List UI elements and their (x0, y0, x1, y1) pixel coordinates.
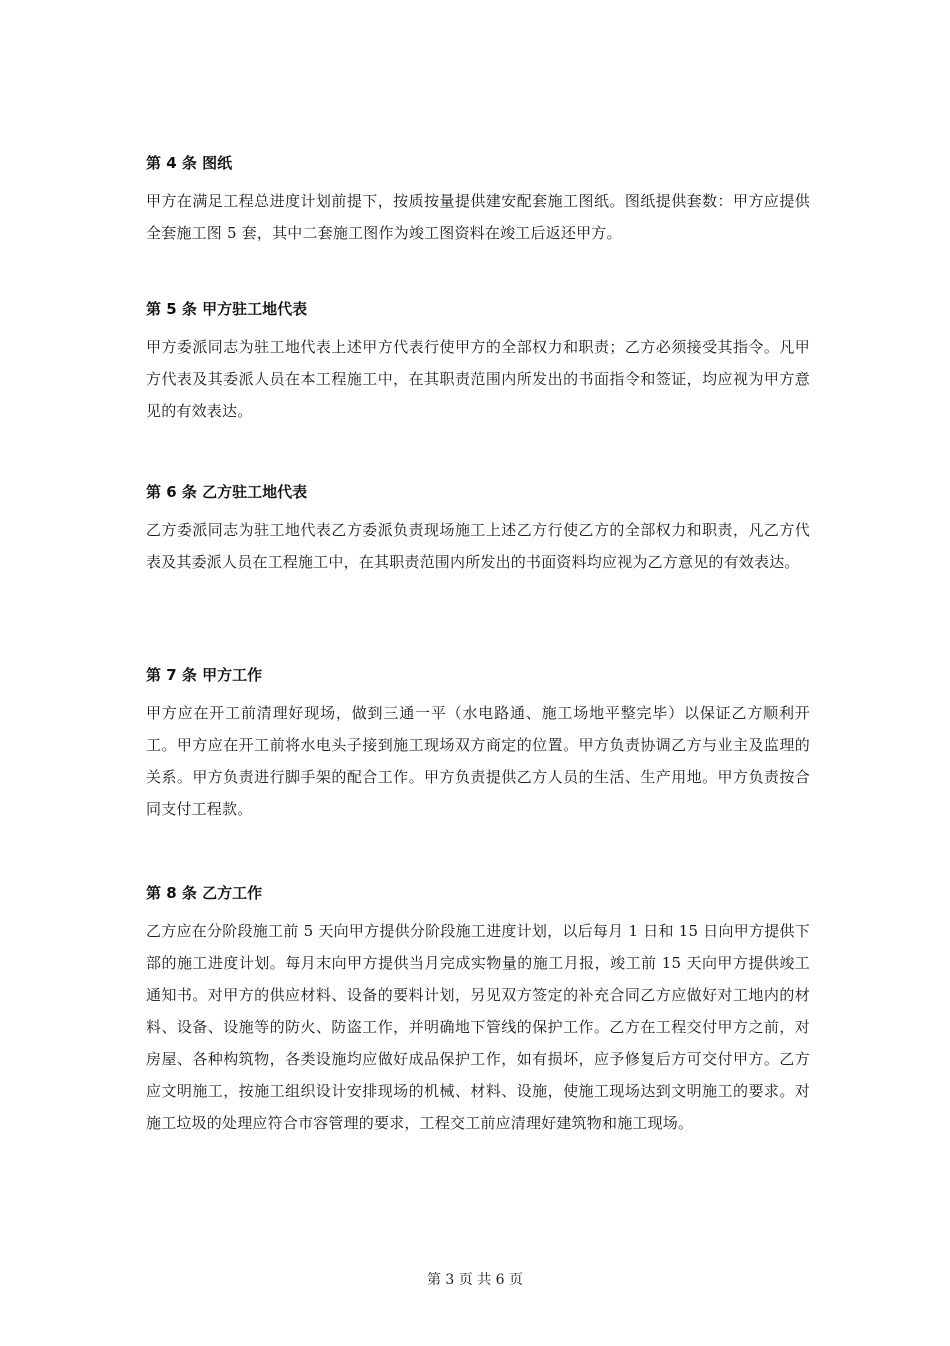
article-5-heading: 第 5 条 甲方驻工地代表 (146, 300, 308, 318)
article-8-heading: 第 8 条 乙方工作 (146, 884, 263, 902)
article-4-body: 甲方在满足工程总进度计划前提下，按质按量提供建安配套施工图纸。图纸提供套数：甲方应提供全套施工图 5 套，其中二套施工图作为竣工图资料在竣工后返还甲方。 (146, 192, 810, 242)
article-4 (146, 153, 810, 249)
page-number-footer: 第 3 页 共 6 页 (426, 1272, 524, 1288)
article-6 (146, 482, 810, 578)
article-5 (146, 299, 810, 427)
article-5-body: 甲方委派同志为驻工地代表上述甲方代表行使甲方的全部权力和职责；乙方必须接受其指令。凡甲方代表及其委派人员在本工程施工中，在其职责范围内所发出的书面指令和签证，均应视为甲方意见的有效表达。 (146, 338, 810, 420)
article-4-heading: 第 4 条 图纸 (146, 154, 233, 172)
article-8-body: 乙方应在分阶段施工前 5 天向甲方提供分阶段施工进度计划，以后每月 1 日和 15 日向甲方提供下部的施工进度计划。每月末向甲方提供当月完成实物量的施工月报，竣工前 15 天向甲方提供竣工通知书。对甲方的供应材料、设备的要料计划，另见双方签定的补充合同乙方应做好对工地内的材料、设备、设施等的防火、防盗工作，并明确地下管线的保护工作。乙方在工程交付甲方之前，对房屋、各种构筑物，各类设施均应做好成品保护工作，如有损坏，应予修复后方可交付甲方。乙方应文明施工，按施工组织设计安排现场的机械、材料、设施，使施工现场达到文明施工的要求。对施工垃圾的处理应符合市容管理的要求，工程交工前应清理好建筑物和施工现场。 (146, 922, 810, 1132)
article-7 (146, 665, 810, 825)
article-6-heading: 第 6 条 乙方驻工地代表 (146, 483, 308, 501)
article-6-body: 乙方委派同志为驻工地代表乙方委派负责现场施工上述乙方行使乙方的全部权力和职责，凡乙方代表及其委派人员在工程施工中，在其职责范围内所发出的书面资料均应视为乙方意见的有效表达。 (146, 521, 810, 571)
article-7-heading: 第 7 条 甲方工作 (146, 666, 263, 684)
article-7-body: 甲方应在开工前清理好现场，做到三通一平（水电路通、施工场地平整完毕）以保证乙方顺利开工。甲方应在开工前将水电头子接到施工现场双方商定的位置。甲方负责协调乙方与业主及监理的关系。甲方负责进行脚手架的配合工作。甲方负责提供乙方人员的生活、生产用地。甲方负责按合同支付工程款。 (146, 704, 810, 818)
article-8 (146, 883, 810, 1139)
